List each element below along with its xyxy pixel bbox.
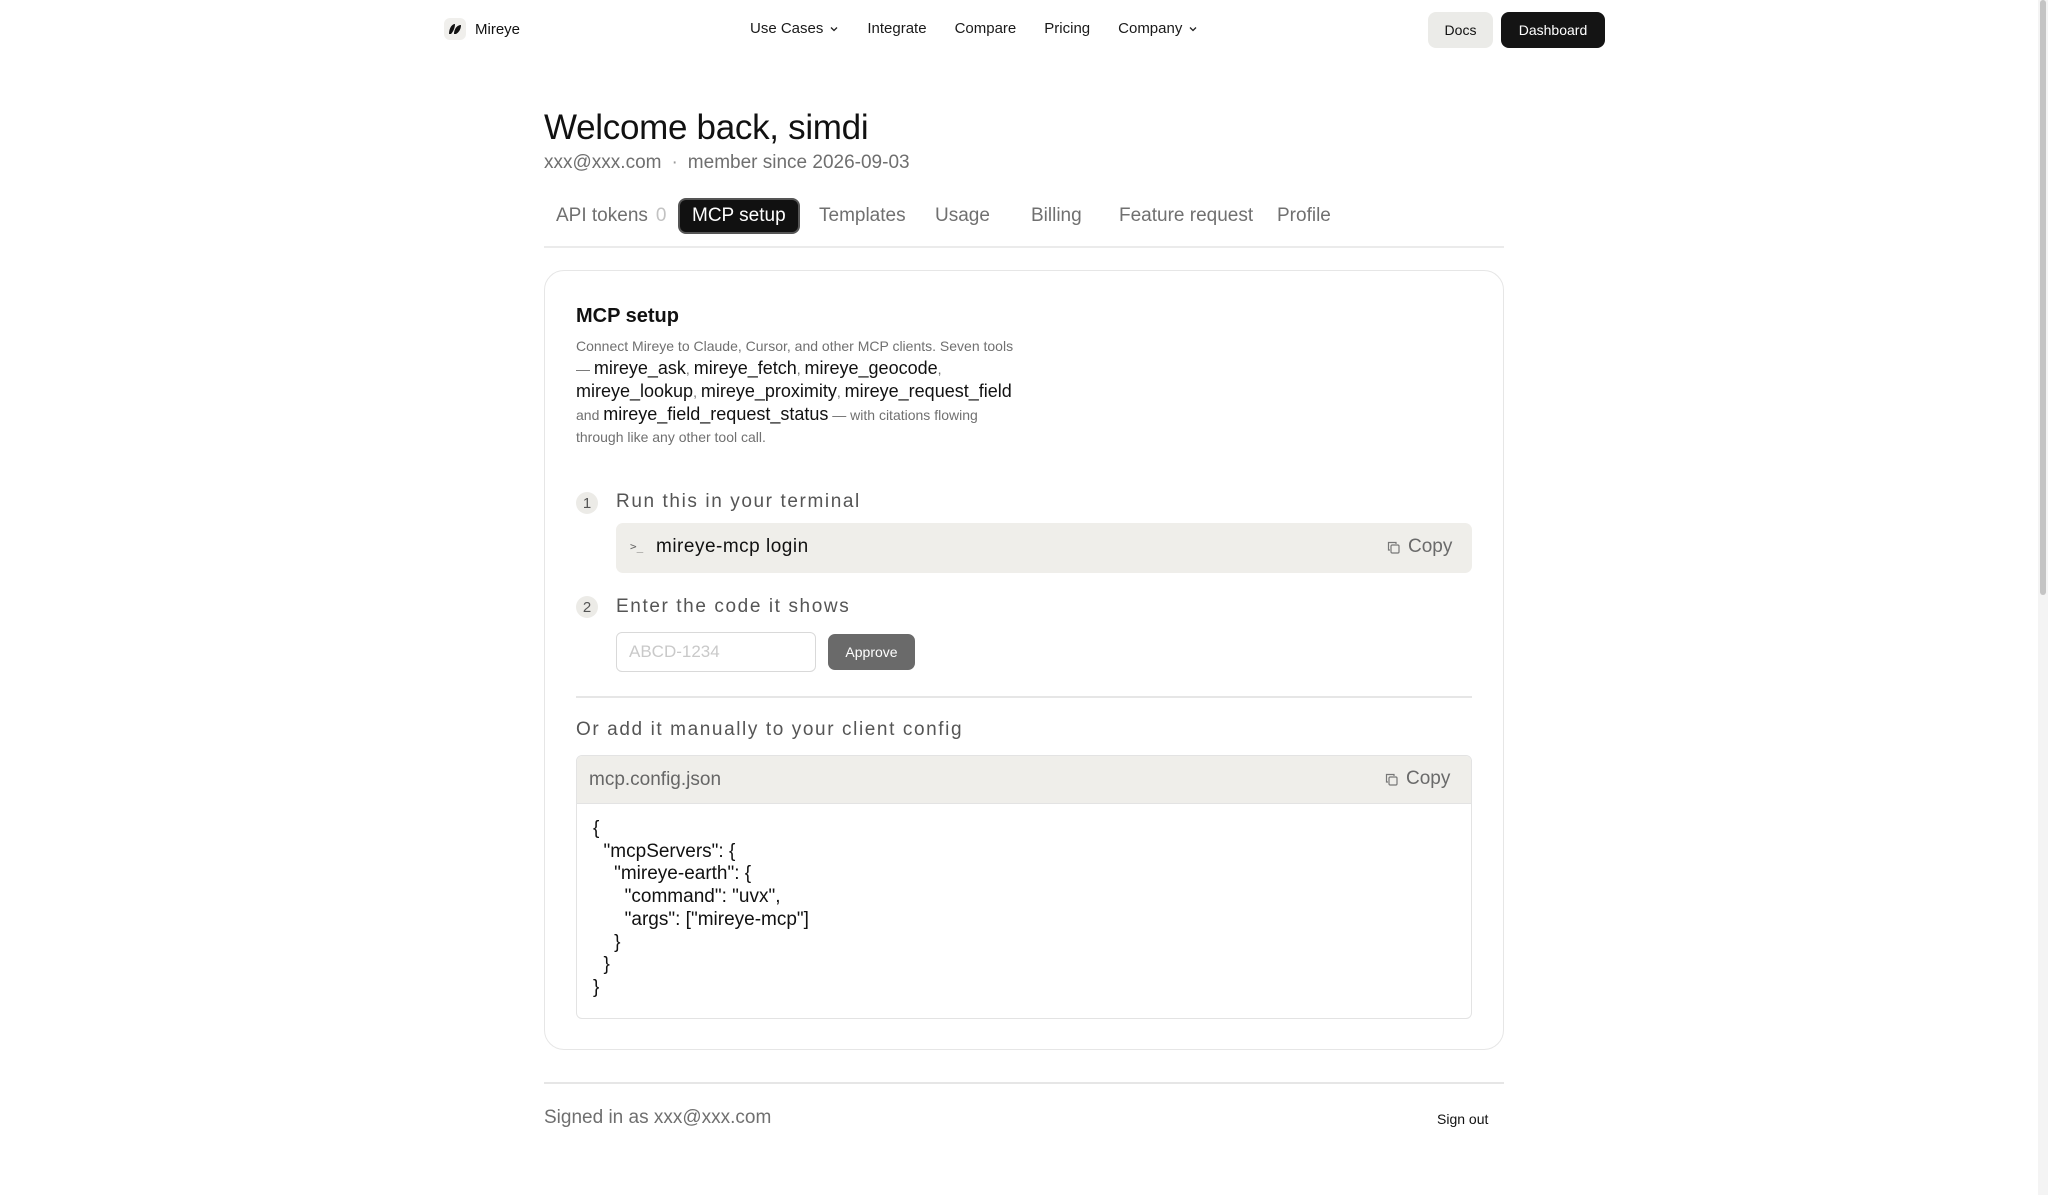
- tool-name: mireye_fetch: [693, 358, 797, 378]
- tab-billing[interactable]: Billing: [1031, 205, 1082, 226]
- account-email: xxx@xxx.com: [544, 152, 662, 173]
- nav-compare[interactable]: [955, 20, 1017, 37]
- terminal-command: mireye-mcp login: [656, 536, 809, 557]
- desc-intro: Connect Mireye to Claude, Cursor, and other MCP clients. Seven tools —: [576, 338, 1014, 377]
- copy-icon: [1387, 541, 1400, 554]
- tool-name: mireye_field_request_status: [603, 404, 829, 424]
- meta-separator: ·: [671, 152, 678, 173]
- copy-command-button[interactable]: [1387, 536, 1452, 558]
- signed-in-status: Signed in as xxx@xxx.com: [544, 1107, 772, 1128]
- copy-label: Copy: [1408, 536, 1453, 557]
- tool-name: mireye_lookup: [576, 381, 694, 401]
- manual-config-label: Or add it manually to your client config: [576, 719, 964, 740]
- desc-and: and: [576, 407, 600, 423]
- terminal-prompt-icon: >_: [630, 540, 644, 553]
- docs-button[interactable]: Docs: [1428, 12, 1493, 48]
- config-header: [577, 756, 1471, 804]
- tool-name: mireye_ask: [593, 358, 686, 378]
- config-json: { "mcpServers": { "mireye-earth": { "command": "uvx", "args": ["mireye-mcp"] } } }: [593, 818, 809, 998]
- page-title: Welcome back, simdi: [544, 108, 869, 147]
- dashboard-tabs: [544, 198, 1504, 248]
- copy-config-button[interactable]: [1385, 768, 1450, 790]
- step-1-label: Run this in your terminal: [616, 491, 861, 512]
- terminal-command-box: [616, 523, 1472, 573]
- section-divider: [576, 696, 1472, 698]
- chevron-down-icon: [829, 24, 839, 34]
- nav-integrate[interactable]: [867, 20, 926, 37]
- footer-divider: [544, 1082, 1504, 1084]
- tool-name: mireye_request_field: [844, 381, 1012, 401]
- tab-api-tokens[interactable]: [544, 198, 678, 234]
- chevron-down-icon: [1188, 24, 1198, 34]
- nav-pricing[interactable]: [1044, 20, 1090, 37]
- config-filename: mcp.config.json: [589, 769, 722, 790]
- top-nav: [0, 0, 2048, 60]
- tool-name: mireye_proximity: [700, 381, 837, 401]
- nav-company[interactable]: [1118, 20, 1198, 37]
- tool-name: mireye_geocode: [804, 358, 938, 378]
- approve-button[interactable]: Approve: [828, 634, 915, 670]
- brand[interactable]: [444, 18, 520, 40]
- nav-use-cases[interactable]: [750, 20, 839, 37]
- tab-api-tokens-label: API tokens: [556, 205, 648, 226]
- mireye-logo-icon: [444, 18, 466, 40]
- tab-profile[interactable]: Profile: [1277, 205, 1331, 226]
- sign-out-button[interactable]: Sign out: [1437, 1111, 1489, 1127]
- nav-company-label: Company: [1118, 20, 1183, 37]
- tab-usage[interactable]: Usage: [935, 205, 990, 226]
- nav-use-cases-label: Use Cases: [750, 20, 824, 37]
- device-code-input[interactable]: [616, 632, 816, 672]
- account-meta: [544, 152, 910, 174]
- tab-feature-request[interactable]: Feature request: [1119, 205, 1254, 226]
- desc-outro: — with citations flowing through like any other tool call.: [576, 407, 978, 445]
- step-2-number: 2: [576, 596, 598, 618]
- dashboard-button[interactable]: Dashboard: [1501, 12, 1605, 48]
- copy-label: Copy: [1406, 768, 1451, 789]
- nav-integrate-label: Integrate: [867, 20, 927, 37]
- scrollbar-thumb[interactable]: [2040, 0, 2046, 595]
- step-1-number: 1: [576, 492, 598, 514]
- brand-name: Mireye: [475, 20, 521, 38]
- card-title: MCP setup: [576, 305, 679, 327]
- tab-mcp-setup[interactable]: MCP setup: [678, 198, 800, 234]
- mcp-description: Connect Mireye to Claude, Cursor, and other MCP clients. Seven tools — mireye_ask, mireye_fetch, mireye_geocode, mireye_lookup, mireye_proximity, mireye_request_field and mireye_field_request_status — with citations flowing through like any other tool call.: [576, 338, 1014, 445]
- step-2-label: Enter the code it shows: [616, 596, 851, 617]
- api-tokens-count: 0: [655, 205, 667, 226]
- copy-icon: [1385, 773, 1398, 786]
- tab-templates[interactable]: Templates: [819, 205, 906, 226]
- nav-pricing-label: Pricing: [1044, 20, 1091, 37]
- config-code-block: [576, 755, 1472, 1019]
- scrollbar[interactable]: [2038, 0, 2048, 1195]
- nav-links: [750, 20, 1198, 37]
- member-since: member since 2026-09-03: [687, 152, 910, 173]
- nav-compare-label: Compare: [954, 20, 1017, 37]
